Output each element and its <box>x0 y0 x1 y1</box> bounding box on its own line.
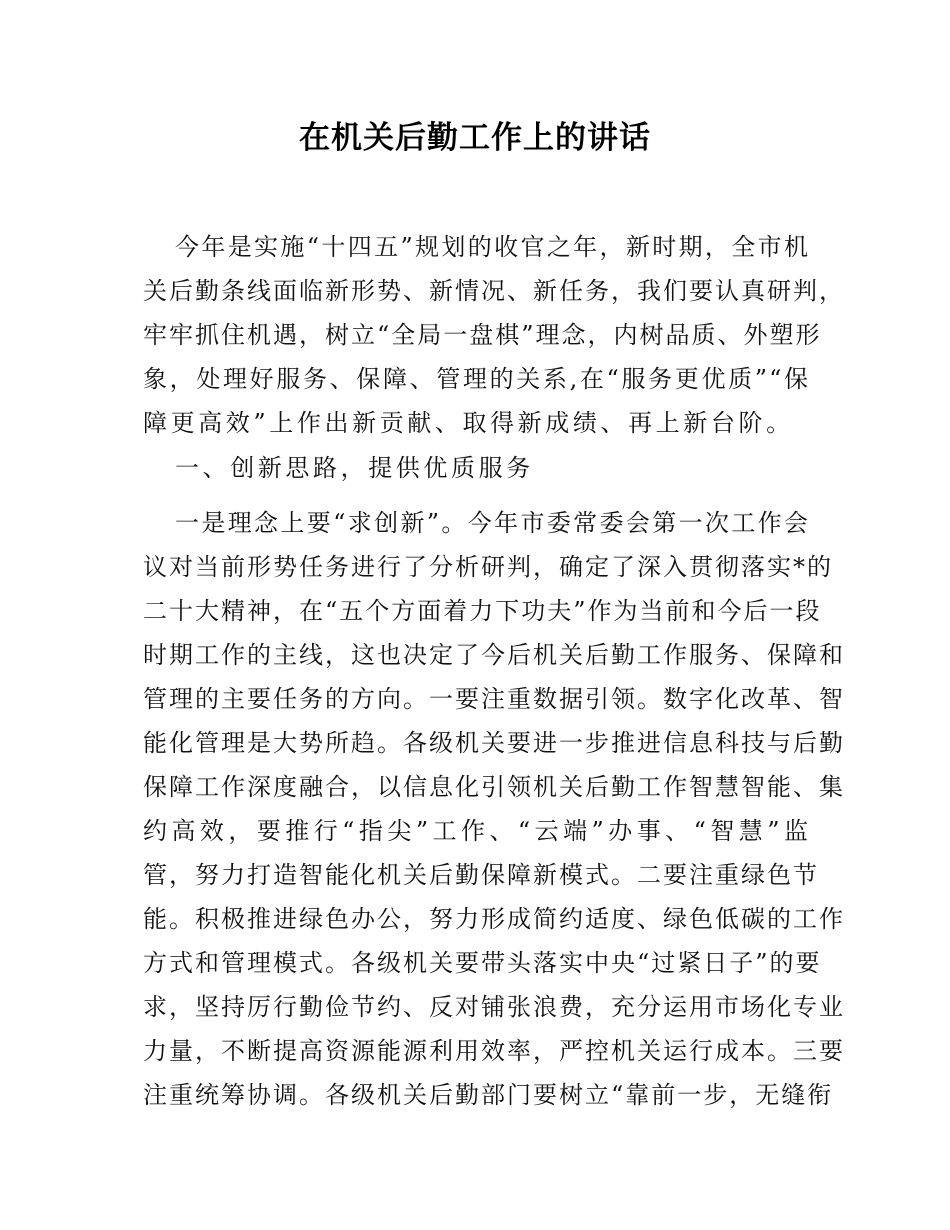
text-line: 能。积极推进绿色办公，努力形成简约适度、绿色低碳的工作 <box>143 905 845 933</box>
section-heading <box>143 446 810 490</box>
text-line: 注重统筹协调。各级机关后勤部门要树立“靠前一步，无缝衔 <box>143 1081 834 1109</box>
text-line: 障更高效”上作出新贡献、取得新成绩、再上新台阶。 <box>143 409 794 437</box>
text-line: 管，努力打造智能化机关后勤保障新模式。二要注重绿色节 <box>143 861 819 889</box>
text-line: 今年是实施“十四五”规划的收官之年，新时期，全市机 <box>175 233 810 261</box>
text-line: 时期工作的主线，这也决定了今后机关后勤工作服务、保障和 <box>143 641 845 669</box>
text-line: 能化管理是大势所趋。各级机关要进一步推进信息科技与后勤 <box>143 729 845 757</box>
section-heading-text: 一、创新思路，提供优质服务 <box>175 454 534 482</box>
text-line: 保障工作深度融合，以信息化引领机关后勤工作智慧智能、集 <box>143 773 845 801</box>
text-line: 牢牢抓住机遇，树立“全局一盘棋”理念，内树品质、外塑形 <box>143 321 822 349</box>
text-line: 一是理念上要“求创新”。今年市委常委会第一次工作会 <box>175 509 810 537</box>
text-line: 管理的主要任务的方向。一要注重数据引领。数字化改革、智 <box>143 685 845 713</box>
text-line: 方式和管理模式。各级机关要带头落实中央“过紧日子”的要 <box>143 949 822 977</box>
text-line: 求，坚持厉行勤俭节约、反对铺张浪费，充分运用市场化专业 <box>143 993 845 1021</box>
text-line: 关后勤条线面临新形势、新情况、新任务，我们要认真研判， <box>143 277 845 305</box>
intro-paragraph <box>143 225 845 445</box>
text-line: 象，处理好服务、保障、管理的关系,在“服务更优质”“保 <box>143 365 810 393</box>
document-title: 在机关后勤工作上的讲话 <box>299 120 651 156</box>
text-line: 力量，不断提高资源能源利用效率，严控机关运行成本。三要 <box>143 1037 845 1065</box>
text-line: 二十大精神，在“五个方面着力下功夫”作为当前和今后一段 <box>143 597 822 625</box>
body-paragraph <box>143 501 845 1117</box>
text-line: 议对当前形势任务进行了分析研判，确定了深入贯彻落实*的 <box>143 553 833 581</box>
text-line: 约高效，要推行“指尖”工作、“云端”办事、“智慧”监 <box>143 817 810 845</box>
